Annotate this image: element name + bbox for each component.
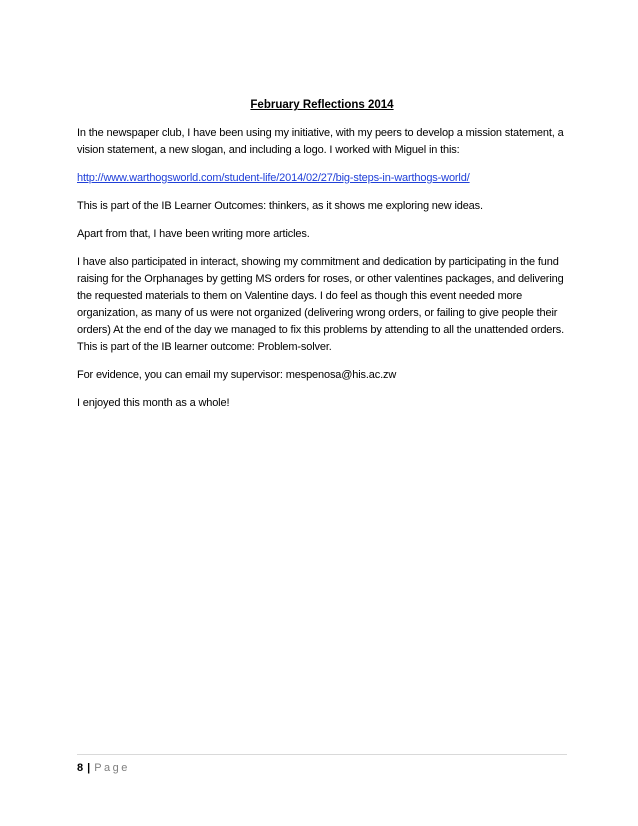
page-footer — [77, 754, 567, 775]
warthogsworld-link[interactable]: http://www.warthogsworld.com/student-life/2014/02/27/big-steps-in-warthogs-world/ — [77, 172, 470, 184]
page-number: 8 — [77, 762, 84, 774]
paragraph-interact: I have also participated in interact, showing my commitment and dedication by participating in the fund raising for the Orphanages by getting MS orders for roses, or other valentines packages, and delivering the requested materials to them on Valentine days. I do feel as though this event needed more organization, as many of us were not organized (delivering wrong orders, or failing to give people their orders) At the end of the day we managed to fix this problems by attending to all the unattended orders. This is part of the IB learner outcome: Problem-solver. — [77, 256, 565, 353]
paragraph-ib-thinkers: This is part of the IB Learner Outcomes: thinkers, as it shows me exploring new ideas. — [77, 200, 483, 212]
paragraph-closing: I enjoyed this month as a whole! — [77, 397, 230, 409]
paragraph-articles: Apart from that, I have been writing more articles. — [77, 228, 310, 240]
page-label: Page — [94, 762, 130, 774]
document-body — [77, 97, 567, 423]
paragraph-link — [77, 170, 567, 187]
footer-separator: | — [87, 762, 91, 774]
paragraph-evidence: For evidence, you can email my supervisor: mespenosa@his.ac.zw — [77, 369, 397, 381]
paragraph-newspaper-club: In the newspaper club, I have been using my initiative, with my peers to develop a mission statement, a vision statement, a new slogan, and including a logo. I worked with Miguel in this: — [77, 127, 564, 156]
document-title: February Reflections 2014 — [250, 99, 394, 111]
